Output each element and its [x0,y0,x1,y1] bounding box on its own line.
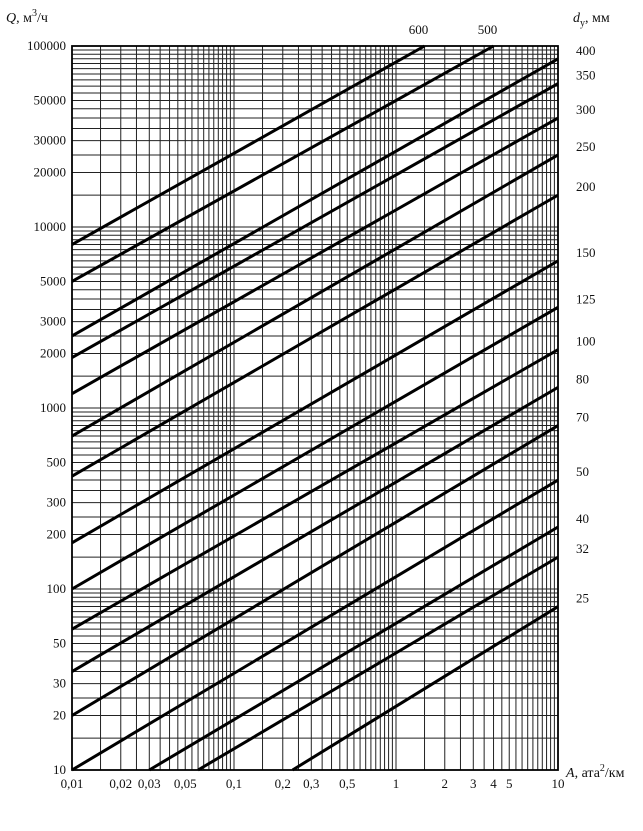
x-tick-label: 0,1 [225,776,243,791]
series-label-125: 125 [576,291,596,307]
y-tick-label: 100 [46,581,66,596]
y-tick-label: 30000 [33,132,66,148]
y-tick-label: 200 [46,526,66,542]
series-label-25: 25 [576,590,589,606]
y-tick-label: 10 [53,762,66,777]
y-tick-label: 20000 [33,164,66,180]
x-tick-label: 1 [392,776,400,791]
y-tick-label: 50 [53,635,66,651]
x-tick-label: 0,03 [137,776,161,791]
series-label-title: $d_у$, мм [573,11,610,29]
series-line-600 [72,46,425,245]
y-tick-label: 50000 [33,92,66,108]
y-tick-label: 30 [53,675,66,691]
x-tick-label: 0,01 [60,776,84,791]
x-tick-label: 0,5 [339,776,356,791]
x-tick-label: 0,3 [303,776,320,791]
series-label-70: 70 [576,409,589,425]
series-label-40: 40 [576,511,589,527]
series-label-400: 400 [576,42,596,58]
x-tick-label: 3 [470,776,477,791]
series-line-350 [72,84,558,358]
series-label-250: 250 [576,138,596,154]
series-line-150 [72,261,558,543]
series-label-350: 350 [576,67,596,83]
series-label-150: 150 [576,244,596,260]
y-tick-label: 10000 [33,219,66,234]
series-line-50 [72,480,558,770]
grid [72,46,558,770]
y-tick-label: 3000 [40,313,66,329]
x-tick-label: 10 [551,776,565,791]
y-axis-title: Q, $м^3/ч$ [6,8,48,26]
series-line-300 [72,118,558,394]
x-tick-label: 0,2 [274,776,291,791]
x-axis-title: A, ата$^2$/км [566,763,625,781]
series-label-80: 80 [576,371,589,387]
series-label-32: 32 [576,541,589,557]
y-tick-labels [27,38,66,777]
series-label-100: 100 [576,333,596,349]
y-tick-label: 2000 [40,345,66,361]
x-tick-label: 4 [490,776,497,791]
series-label-300: 300 [576,102,596,118]
series-label-200: 200 [576,179,596,195]
series-line-25 [293,607,558,770]
x-tick-labels [61,776,565,791]
series-label-600: 600 [408,22,429,37]
x-tick-label: 0,05 [173,776,197,791]
y-tick-label: 20 [53,707,66,723]
y-tick-label: 300 [46,494,66,510]
y-tick-label: 500 [46,454,66,470]
y-tick-label: 100000 [27,38,66,53]
x-tick-label: 0,02 [109,776,133,791]
y-tick-label: 5000 [40,273,66,289]
series-line-100 [72,350,558,629]
x-tick-label: 2 [441,776,449,791]
x-tick-label: 5 [505,776,513,791]
series-label-500: 500 [477,22,498,37]
series-label-50: 50 [576,464,589,480]
y-tick-label: 1000 [40,400,66,415]
